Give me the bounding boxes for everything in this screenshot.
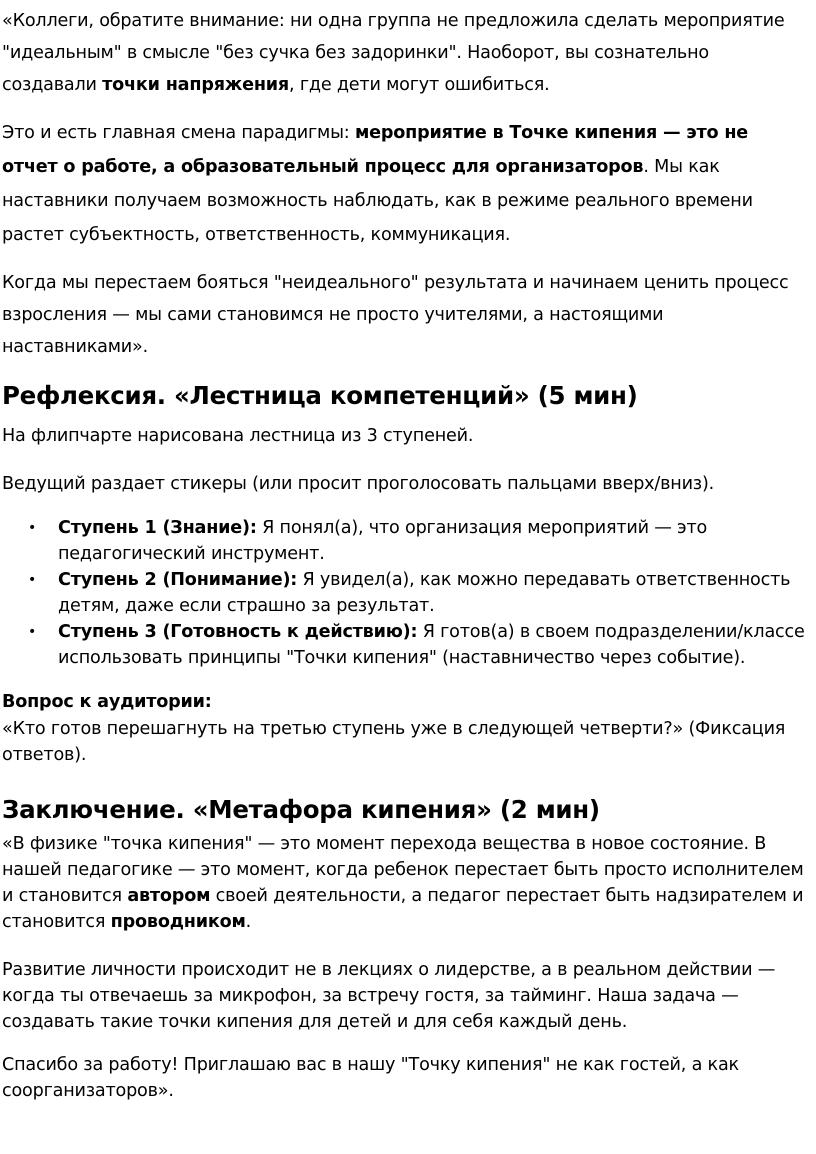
step-label: Ступень 3 (Готовность к действию): <box>58 622 418 642</box>
steps-list <box>28 515 814 671</box>
intro-p2-text: Это и есть главная смена парадигмы: <box>2 123 355 143</box>
step-label: Ступень 1 (Знание): <box>58 518 257 538</box>
bullet-icon: • <box>28 520 37 536</box>
reflection-line-2: Ведущий раздает стикеры (или просит проголосовать пальцами вверх/вниз). <box>2 474 715 494</box>
intro-paragraph-1 <box>2 5 808 101</box>
step-text: Я увидел(а), как можно передавать ответственность детям, даже если страшно за результат. <box>58 570 791 616</box>
intro-p1-tail: , где дети могут ошибиться. <box>289 75 550 95</box>
intro-p2-tail: . Мы как наставники получаем возможность наблюдать, как в режиме реального времени растет субъектность, ответственность, коммуникация. <box>2 157 753 245</box>
bullet-icon: • <box>28 572 37 588</box>
conclusion-paragraph-1 <box>2 831 808 935</box>
step-text: Я готов(а) в своем подразделении/классе использовать принципы "Точки кипения" (наставничество через событие). <box>58 622 805 668</box>
intro-p2-bold: мероприятие в Точке кипения — это не отчет о работе, а образовательный процесс для организаторов <box>2 123 749 177</box>
bullet-icon: • <box>28 624 37 640</box>
conclusion-paragraph-3: Спасибо за работу! Приглашаю вас в нашу "Точку кипения" не как гостей, а как соорганизаторов». <box>2 1055 739 1101</box>
c1-bold-author: автором <box>127 886 211 906</box>
c1-text-b: своей деятельности, а педагог перестает быть надзирателем и становится <box>2 886 804 932</box>
intro-p1-bold: точки напряжения <box>102 75 290 95</box>
c1-bold-guide: проводником <box>110 912 246 932</box>
reflection-line-1: На флипчарте нарисована лестница из 3 ступеней. <box>2 426 474 446</box>
reflection-heading: Рефлексия. «Лестница компетенций» (5 мин) <box>2 381 638 410</box>
intro-paragraph-2 <box>2 116 808 252</box>
list-item <box>28 515 814 567</box>
intro-paragraph-3: Когда мы перестаем бояться "неидеального" результата и начинаем ценить процесс взросления — мы сами становимся не просто учителями, а настоящими наставниками». <box>2 273 789 357</box>
conclusion-heading: Заключение. «Метафора кипения» (2 мин) <box>2 795 600 824</box>
c1-text-a: «В физике "точка кипения" — это момент перехода вещества в новое состояние. В нашей педагогике — это момент, когда ребенок перестает быть просто исполнителем и становится <box>2 834 804 906</box>
conclusion-paragraph-2: Развитие личности происходит не в лекциях о лидерстве, а в реальном действии — когда ты отвечаешь за микрофон, за встречу гостя, за тайминг. Наша задача — создавать такие точки кипения для детей и для себя каждый день. <box>2 960 776 1032</box>
c1-text-c: . <box>245 912 252 932</box>
list-item <box>28 619 814 671</box>
step-text: Я понял(а), что организация мероприятий — это педагогический инструмент. <box>58 518 708 564</box>
intro-p1-text: «Коллеги, обратите внимание: ни одна группа не предложила сделать мероприятие "идеальным" в смысле "без сучка без задоринки". Наоборот, вы сознательно создавали <box>2 11 785 95</box>
list-item <box>28 567 814 619</box>
question-text: «Кто готов перешагнуть на третью ступень уже в следующей четверти?» (Фиксация ответов). <box>2 719 786 765</box>
step-label: Ступень 2 (Понимание): <box>58 570 298 590</box>
question-title: Вопрос к аудитории: <box>2 692 212 712</box>
